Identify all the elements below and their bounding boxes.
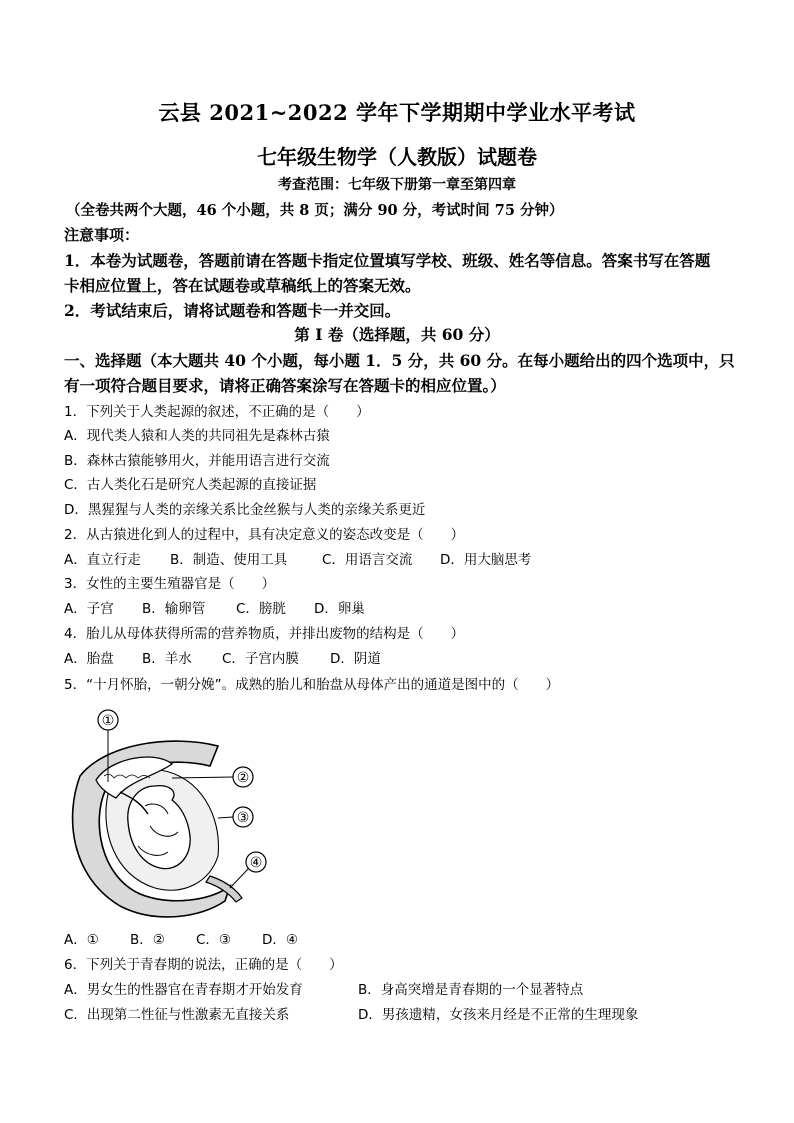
question-5-option-b: B．② — [130, 932, 165, 948]
question-4-option-d: D．阴道 — [330, 651, 381, 667]
question-6-option-c: C．出现第二性征与性激素无直接关系 — [64, 1007, 290, 1023]
question-5-option-c: C．③ — [196, 932, 232, 948]
exam-info: （全卷共两个大题，46 个小题，共 8 页；满分 90 分，考试时间 75 分钟） — [66, 202, 564, 219]
question-2-option-d: D．用大脑思考 — [440, 552, 532, 568]
question-1-option-b: B．森林古猿能够用火，并能用语言进行交流 — [64, 453, 330, 469]
notice-item-1-line-2: 卡相应位置上，答在试题卷或草稿纸上的答案无效。 — [64, 276, 421, 295]
uterus-fetus-diagram — [60, 706, 280, 921]
question-3-option-c: C．膀胱 — [236, 601, 286, 617]
question-2-options — [64, 548, 531, 568]
question-4-option-c: C．子宫内膜 — [222, 651, 299, 667]
question-4-stem: 4．胎儿从母体获得所需的营养物质，并排出废物的结构是（ ） — [64, 626, 465, 642]
diagram-label-1: ① — [101, 713, 115, 729]
notice-item-1-line-1: 1．本卷为试题卷，答题前请在答题卡指定位置填写学校、班级、姓名等信息。答案书写在答题 — [64, 251, 711, 270]
notice-item-2: 2．考试结束后，请将试题卷和答题卡一并交回。 — [64, 301, 401, 320]
question-5-option-d: D．④ — [262, 932, 298, 948]
question-2-option-b: B．制造、使用工具 — [170, 552, 288, 568]
section-heading-line-2: 有一项符合题目要求，请将正确答案涂写在答题卡的相应位置。） — [64, 376, 506, 395]
diagram-label-3: ③ — [236, 810, 250, 826]
question-4-options — [64, 647, 381, 667]
section-heading-line-1: 一、选择题（本大题共 40 个小题，每小题 1．5 分，共 60 分。在每小题给出的四个选项中，只 — [64, 351, 735, 370]
question-4-option-a: A．胎盘 — [64, 651, 114, 667]
question-1-option-a: A．现代类人猿和人类的共同祖先是森林古猿 — [64, 428, 330, 444]
exam-scope: 考查范围：七年级下册第一章至第四章 — [278, 177, 516, 193]
diagram-label-4: ④ — [249, 855, 263, 871]
question-3-option-b: B．输卵管 — [142, 601, 206, 617]
question-6-option-b: B．身高突增是青春期的一个显著特点 — [358, 982, 584, 998]
question-2-option-a: A．直立行走 — [64, 552, 141, 568]
question-6-stem: 6．下列关于青春期的说法，正确的是（ ） — [64, 957, 343, 973]
question-5-options — [64, 928, 298, 948]
question-3-stem: 3．女性的主要生殖器官是（ ） — [64, 576, 276, 592]
exam-subtitle: 七年级生物学（人教版）试题卷 — [257, 145, 537, 169]
question-3-option-d: D．卵巢 — [314, 601, 365, 617]
question-1-stem: 1．下列关于人类起源的叙述，不正确的是（ ） — [64, 404, 370, 420]
question-4-option-b: B．羊水 — [142, 651, 192, 667]
question-6-option-d: D．男孩遗精，女孩来月经是不正常的生理现象 — [358, 1007, 639, 1023]
question-1-option-c: C．古人类化石是研究人类起源的直接证据 — [64, 477, 317, 493]
question-3-options — [64, 597, 365, 617]
question-6-option-a: A．男女生的性器官在青春期才开始发育 — [64, 982, 303, 998]
volume-heading: 第 I 卷（选择题，共 60 分） — [294, 325, 500, 344]
question-2-stem: 2．从古猿进化到人的过程中，具有决定意义的姿态改变是（ ） — [64, 527, 465, 543]
question-5-stem: 5．“十月怀胎，一朝分娩”。成熟的胎儿和胎盘从母体产出的通道是图中的（ ） — [64, 677, 560, 693]
notice-heading: 注意事项： — [64, 226, 140, 244]
question-2-option-c: C．用语言交流 — [322, 552, 413, 568]
question-5-option-a: A．① — [64, 932, 99, 948]
exam-title: 云县 2021~2022 学年下学期期中学业水平考试 — [158, 100, 636, 125]
question-3-option-a: A．子宫 — [64, 601, 114, 617]
question-1-option-d: D．黑猩猩与人类的亲缘关系比金丝猴与人类的亲缘关系更近 — [64, 502, 426, 518]
diagram-label-2: ② — [236, 770, 250, 786]
